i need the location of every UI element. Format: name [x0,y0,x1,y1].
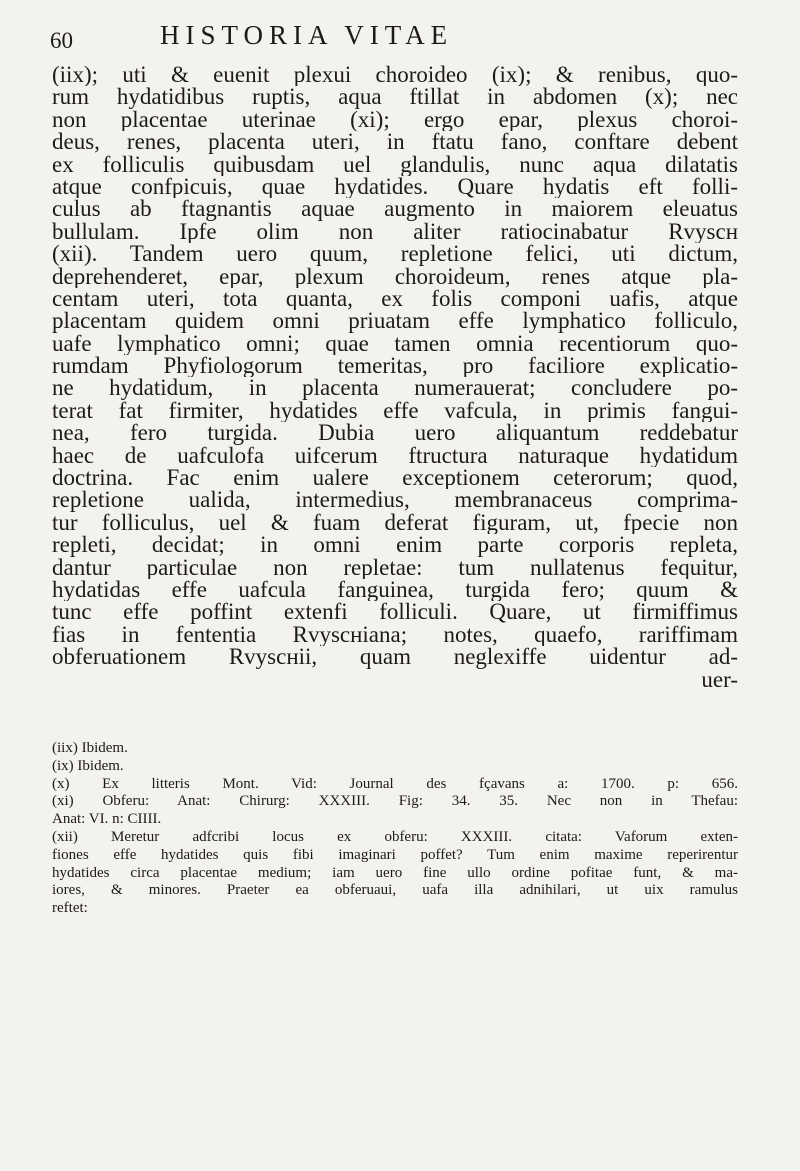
text-line: atque confpicuis, quae hydatides. Quare hydatis eft folli- [52,175,738,199]
footnote-line: (xii) Meretur adfcribi locus ex obferu: XXXIII. citata: Vaforum exten- [52,828,738,845]
footnote-line: (x) Ex litteris Mont. Vid: Journal des fçavans a: 1700. p: 656. [52,775,738,792]
text-line: repletione ualida, intermedius, membranaceus comprima- [52,489,738,512]
text-line: (xii). Tandem uero quum, repletione felici, uti dictum, [52,243,738,266]
text-line: nea, fero turgida. Dubia uero aliquantum reddebatur [52,422,738,445]
text-line: tur folliculus, uel & fuam deferat figuram, ut, fpecie non [52,511,738,535]
page-header [50,20,770,54]
text-line: dantur particulae non repletae: tum nullatenus fequitur, [52,556,738,579]
text-line: uer- [701,668,738,691]
footnote-line: (xi) Obferu: Anat: Chirurg: XXXIII. Fig: 34. 35. Nec non in Thefau: [52,793,738,810]
footnote-line: Anat: VI. n: CIIII. [52,811,162,828]
text-line: repleti, decidat; in omni enim parte corporis repleta, [52,534,738,557]
text-line: deprehenderet, epar, plexum choroideum, renes atque pla- [52,265,738,288]
text-line: culus ab ftagnantis aquae augmento in maiorem eleuatus [52,198,738,221]
text-line: centam uteri, tota quanta, ex folis componi uafis, atque [52,287,738,311]
text-line: terat fat firmiter, hydatides effe vafcula, in primis fangui- [52,399,738,423]
text-line: non placentae uterinae (xi); ergo epar, plexus choroi- [52,108,738,132]
text-line: tunc effe poffint extenfi folliculi. Quare, ut firmiffimus [52,601,738,624]
text-line: ex folliculis quibusdam uel glandulis, nunc aqua dilatatis [52,153,738,176]
text-line: rumdam Phyfiologorum temeritas, pro faciliore explicatio- [52,355,738,378]
footnotes [52,740,738,918]
text-line: hydatidas effe uafcula fanguinea, turgida fero; quum & [52,578,738,602]
text-line: uafe lymphatico omni; quae tamen omnia recentiorum quo- [52,332,738,356]
text-line: placentam quidem omni priuatam effe lymphatico folliculo, [52,310,738,333]
text-line: deus, renes, placenta uteri, in ftatu fano, conftare debent [52,131,738,154]
footnote-line: (iix) Ibidem. [52,740,128,756]
running-title: HISTORIA VITAE [160,20,454,50]
text-line: fias in fententia Rvyscнiana; notes, quaefo, rariffimam [52,623,738,647]
footnote-line: reftet: [52,900,88,917]
text-line: ne hydatidum, in placenta numerauerat; concludere po- [52,377,738,400]
main-text [52,64,738,691]
text-line: (iix); uti & euenit plexui choroideo (ix); & renibus, quo- [52,64,738,87]
footnote-line: iores, & minores. Praeter ea obferuaui, uafa illa adnihilari, ut uix ramulus [52,882,738,899]
text-line: doctrina. Fac enim ualere exceptionem ceterorum; quod, [52,467,738,490]
page-number: 60 [50,28,73,53]
text-line: rum hydatidibus ruptis, aqua ftillat in abdomen (x); nec [52,86,738,109]
text-line: bullulam. Ipfe olim non aliter ratiocinabatur Rvyscн [52,220,738,244]
footnote-line: fiones effe hydatides quis fibi imaginari poffet? Tum enim maxime reperirentur [52,846,738,863]
text-line: haec de uafculofa uifcerum ftructura naturaque hydatidum [52,444,738,468]
footnote-line: (ix) Ibidem. [52,757,124,774]
footnote-line: hydatides circa placentae medium; iam uero fine ullo ordine pofitae funt, & ma- [52,864,738,881]
text-line: obferuationem Rvyscнii, quam neglexiffe uidentur ad- [52,646,738,669]
